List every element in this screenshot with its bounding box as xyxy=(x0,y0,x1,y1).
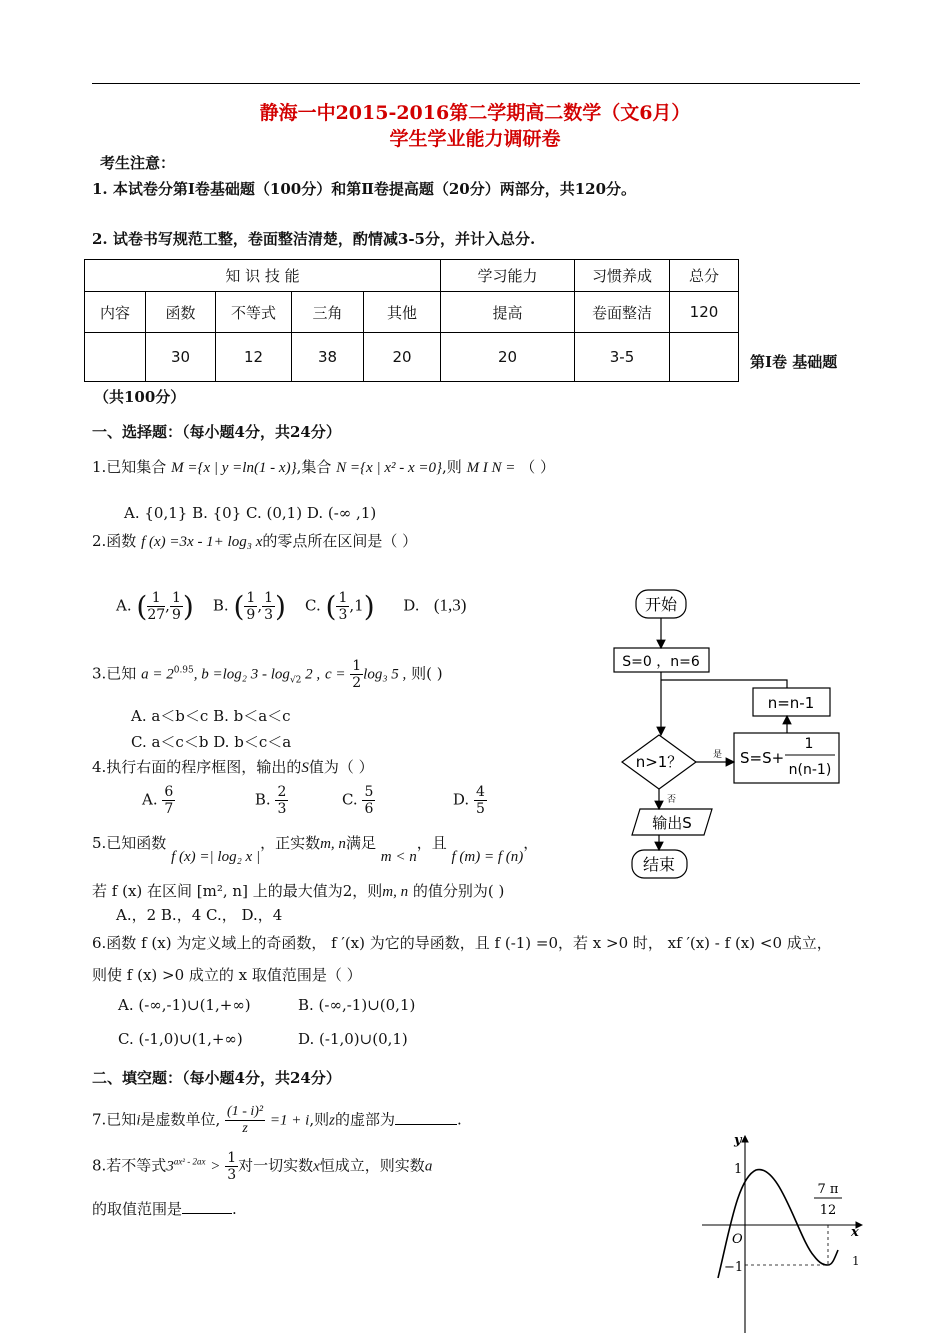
y-tick-minus-one: −1 xyxy=(724,1260,744,1275)
q2-opt-a-label: A. xyxy=(116,596,132,615)
exam-title: 静海一中2015-2016第二学期高二数学（文6月） xyxy=(259,102,691,124)
q5-eq: f (m) = f (n) xyxy=(451,849,524,865)
q2-a-frac2: $\frac{1}{9}$ xyxy=(171,590,181,623)
question-5 xyxy=(92,832,539,865)
q7-frac: $\frac{\text{(1 - i)²}}{z}$ xyxy=(227,1104,264,1136)
q1-stem: 1.已知集合 xyxy=(92,458,167,476)
part1-title: 第Ⅰ卷 基础题 xyxy=(750,353,838,371)
table-cell: 20 xyxy=(364,333,441,382)
question-8 xyxy=(92,1150,432,1183)
q8-frac: $\frac{1}{3}$ xyxy=(227,1150,237,1183)
q5-cond: m < n xyxy=(380,849,417,865)
q8-a: a xyxy=(424,1158,433,1175)
question-3 xyxy=(92,658,443,691)
q8-x: x xyxy=(313,1158,320,1175)
flowchart-end-label: 结束 xyxy=(642,855,676,874)
score-table xyxy=(84,259,739,382)
origin-label: O xyxy=(732,1232,743,1247)
q5-stem: 5.已知函数 xyxy=(92,834,167,852)
q4-a-frac: $\frac{6}{7}$ xyxy=(164,784,174,817)
q2-func: f (x) =3x - 1+ log₃ x xyxy=(141,534,263,550)
table-cell: 三角 xyxy=(292,292,364,333)
q5-stem-e: ， xyxy=(523,834,539,852)
q8-stem-b: 对一切实数 xyxy=(238,1156,314,1175)
q4-c-frac: $\frac{5}{6}$ xyxy=(364,784,374,817)
flowchart-frac-den: n(n-1) xyxy=(788,762,832,778)
q4-var: S xyxy=(301,760,309,776)
q3-a: a = 2 xyxy=(141,666,174,683)
q8-exp: ax² - 2ax xyxy=(173,1156,206,1167)
table-header-habit: 习惯养成 xyxy=(575,260,670,292)
q4-opt-a: A. xyxy=(142,790,158,809)
q5-line2b: 的值分别为( ) xyxy=(408,882,505,900)
table-cell: 12 xyxy=(216,333,292,382)
flowchart-output-label: 输出S xyxy=(652,814,692,832)
table-cell: 20 xyxy=(441,333,575,382)
q4-d-frac: $\frac{4}{5}$ xyxy=(475,784,485,817)
table-cell xyxy=(670,333,739,382)
q6-opt-c: C. (-1,0)∪(1,+∞) xyxy=(118,1030,243,1048)
q5-vars: m, n xyxy=(320,836,346,852)
q3-c-frac: $\frac{1}{2}$ xyxy=(352,658,362,691)
q8-line2-text: 的取值范围是 xyxy=(92,1200,183,1218)
x-marker-den: 12 xyxy=(819,1203,837,1218)
flowchart xyxy=(610,585,850,890)
q4-opt-b: B. xyxy=(254,790,271,809)
q2-opt-b-label: B. xyxy=(212,596,229,615)
q4-options xyxy=(142,784,487,817)
table-cell: 函数 xyxy=(146,292,216,333)
q3-options-2: C. a＜c＜b D. b＜c＜a xyxy=(131,733,292,751)
q1-paren: （ ） xyxy=(520,458,555,476)
q7-stem: 7.已知 xyxy=(92,1110,137,1129)
q8-end: . xyxy=(232,1200,237,1218)
q3-b: , b =log₂ 3 - log xyxy=(193,666,290,683)
q5-options: A.，2 B.，4 C.， D.，4 xyxy=(116,906,283,924)
notice-item-1: 1. 本试卷分第Ⅰ卷基础题（100分）和第Ⅱ卷提高题（20分）两部分，共120分。 xyxy=(92,180,637,198)
q3-b-sub: √2 xyxy=(289,675,302,686)
q8-gt: > xyxy=(210,1158,221,1175)
q5-line-2 xyxy=(92,880,504,901)
q8-stem: 8.若不等式 xyxy=(92,1156,167,1175)
q2-b-frac1: $\frac{1}{9}$ xyxy=(246,590,256,623)
q7-answer-blank xyxy=(395,1110,457,1125)
q6-opt-a: A. (-∞,-1)∪(1,+∞) xyxy=(118,996,251,1014)
q3-b2: 2 , xyxy=(301,666,321,683)
q2-b-frac2: $\frac{1}{3}$ xyxy=(264,590,274,623)
y-tick-one: 1 xyxy=(734,1162,743,1177)
flowchart-update-n-label: n=n-1 xyxy=(767,694,815,712)
q8-answer-blank xyxy=(182,1199,232,1214)
table-cell: 提高 xyxy=(441,292,575,333)
q4-opt-c: C. xyxy=(341,790,358,809)
q5-func: f (x) =| log₂ x | xyxy=(171,849,261,865)
flowchart-decision-label: n>1？ xyxy=(635,753,683,771)
q2-d-val: (1,3) xyxy=(433,595,467,615)
q5-stem-b: ，正实数 xyxy=(260,834,321,852)
q4-b-frac: $\frac{2}{3}$ xyxy=(277,784,287,817)
q3-stem: 3.已知 xyxy=(92,664,137,683)
q7-stem-d: 的虚部为 xyxy=(334,1110,395,1129)
q7-end: . xyxy=(456,1110,462,1129)
question-2 xyxy=(92,530,417,551)
q2-opt-d-label: D. xyxy=(403,596,420,615)
question-4 xyxy=(92,756,374,777)
q3-c: c = xyxy=(324,666,346,683)
q8-base: 3 xyxy=(166,1158,174,1175)
flowchart-no-label: 否 xyxy=(667,795,677,805)
q3-c2: log₃ 5 , xyxy=(363,666,407,683)
top-rule xyxy=(92,83,860,84)
q1-set-m: M ={x | y =ln(1 - x)} xyxy=(171,460,297,476)
table-cell: 3-5 xyxy=(575,333,670,382)
table-header-knowledge: 知 识 技 能 xyxy=(85,260,441,292)
q2-options: A. ( $\frac{1}{27}$ , $\frac{1}{9}$ ) B. ( $\frac{1}{9}$ , $\frac{1}{3}$ ) C. ( $\frac{1}{3}$ ,1) D. (1,3) xyxy=(116,590,467,623)
flowchart-frac-num: 1 xyxy=(804,736,814,752)
table-header-total: 总分 xyxy=(670,260,739,292)
table-header-learning: 学习能力 xyxy=(441,260,575,292)
table-cell: 38 xyxy=(292,333,364,382)
q2-a-frac1: $\frac{1}{27}$ xyxy=(147,590,166,623)
table-cell: 内容 xyxy=(85,292,146,333)
q5-line2-text: 若 f (x) 在区间 [m², n] 上的最大值为2，则 xyxy=(92,882,383,900)
q1-expr: M I N = xyxy=(466,460,516,476)
table-cell xyxy=(85,333,146,382)
y-axis-label: y xyxy=(734,1133,742,1148)
question-1 xyxy=(92,456,555,477)
flowchart-init-label: S=0 ，n=6 xyxy=(622,654,700,670)
q3-exp: 0.95 xyxy=(173,665,194,676)
section-fill-title: 二、填空题：（每小题4分，共24分） xyxy=(92,1069,341,1087)
table-cell: 30 xyxy=(146,333,216,382)
q6-opt-b: B. (-∞,-1)∪(0,1) xyxy=(298,996,416,1014)
q8-line-2 xyxy=(92,1198,237,1219)
part1-points: （共100分） xyxy=(94,388,186,406)
q3-options-1: A. a＜b＜c B. b＜a＜c xyxy=(131,707,291,725)
question-7 xyxy=(92,1104,462,1137)
q6-line-1: 6.函数 f (x) 为定义域上的奇函数， f ′(x) 为它的导函数，且 f (-1) =0，若 x >0 时， xf ′(x) - f (x) <0 成立， xyxy=(92,934,832,952)
q5-stem-d: ，且 xyxy=(416,834,447,852)
q2-c-val2: 1 xyxy=(354,596,364,615)
flowchart-start-label: 开始 xyxy=(644,595,678,614)
q2-stem-b: 的零点所在区间是（ ） xyxy=(262,532,418,550)
page-number: 1 xyxy=(852,1254,860,1268)
table-cell: 卷面整洁 xyxy=(575,292,670,333)
exam-subtitle: 学生学业能力调研卷 xyxy=(389,128,561,150)
q7-eq: =1 + i xyxy=(269,1112,310,1129)
q3-paren: 则( ) xyxy=(411,664,443,683)
q5-stem-c: 满足 xyxy=(345,834,376,852)
q2-opt-c-label: C. xyxy=(305,596,321,615)
sine-graph xyxy=(690,1128,870,1338)
x-axis-label: x xyxy=(851,1225,859,1240)
q2-stem: 2.函数 xyxy=(92,532,137,550)
q2-c-frac1: $\frac{1}{3}$ xyxy=(338,590,348,623)
x-marker-num: 7 π xyxy=(817,1182,839,1197)
flowchart-yes-label: 是 xyxy=(713,750,723,760)
q6-line-2: 则使 f (x) >0 成立的 x 取值范围是（ ） xyxy=(92,966,362,984)
q4-stem: 4.执行右面的程序框图，输出的 xyxy=(92,758,302,776)
notice-heading: 考生注意： xyxy=(100,154,176,172)
q1-options: A. {0,1} B. {0} C. (0,1) D. (-∞ ,1) xyxy=(124,504,377,522)
q5-vars2: m, n xyxy=(382,884,409,900)
q1-stem-b: ,集合 xyxy=(296,458,332,476)
q4-stem-b: 值为（ ） xyxy=(308,758,374,776)
notice-item-2: 2. 试卷书写规范工整，卷面整洁清楚，酌情减3-5分，并计入总分. xyxy=(92,230,536,248)
table-cell: 其他 xyxy=(364,292,441,333)
flowchart-update-s-label: S=S+ xyxy=(740,749,785,767)
section-choice-title: 一、选择题：（每小题4分，共24分） xyxy=(92,423,341,441)
q7-stem-b: 是虚数单位, xyxy=(140,1110,221,1129)
q6-opt-d: D. (-1,0)∪(0,1) xyxy=(298,1030,408,1048)
table-cell: 120 xyxy=(670,292,739,333)
q1-set-n: N ={x | x² - x =0} xyxy=(336,460,442,476)
table-cell: 不等式 xyxy=(216,292,292,333)
q7-i: i xyxy=(136,1112,141,1129)
q1-stem-c: ,则 xyxy=(442,458,462,476)
q8-stem-c: 恒成立，则实数 xyxy=(319,1156,425,1175)
q7-stem-c: ,则 xyxy=(309,1110,330,1129)
q7-z: z xyxy=(329,1112,335,1129)
q4-opt-d: D. xyxy=(452,790,470,809)
